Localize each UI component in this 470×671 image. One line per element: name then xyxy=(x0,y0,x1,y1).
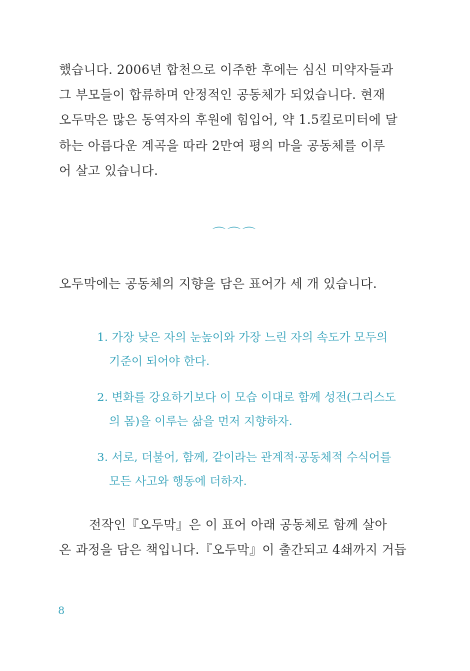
text-line: 온 과정을 담은 책입니다.『오두막』이 출간되고 4쇄까지 거듭 xyxy=(59,542,407,558)
motto-line: 기준이 되어야 한다. xyxy=(109,354,210,368)
text-line: 어 살고 있습니다. xyxy=(59,162,159,178)
section-divider-ornament: ⌒⌒⌒ xyxy=(212,227,258,242)
motto-line: 1. 가장 낮은 자의 눈높이와 가장 느린 자의 속도가 모두의 xyxy=(97,330,388,344)
text-line: 하는 아름다운 계곡을 따라 2만여 평의 마을 공동체를 이루 xyxy=(59,137,386,153)
motto-line: 2. 변화를 강요하기보다 이 모습 이대로 함께 성전(그리스도 xyxy=(97,390,396,404)
motto-item xyxy=(97,325,397,373)
motto-line: 의 몸)을 이루는 삶을 먼저 지향하자. xyxy=(109,414,293,428)
motto-line: 3. 서로, 더불어, 함께, 같이라는 관계적·공동체적 수식어를 xyxy=(97,450,392,464)
page-number: 8 xyxy=(58,605,65,617)
text-line: 오두막에는 공동체의 지향을 담은 표어가 세 개 있습니다. xyxy=(59,276,378,291)
motto-line: 모든 사고와 행동에 더하자. xyxy=(109,474,247,488)
paragraph-history xyxy=(59,57,399,183)
motto-item xyxy=(97,385,397,433)
text-line: 했습니다. 2006년 합천으로 이주한 후에는 심신 미약자들과 xyxy=(59,62,394,77)
text-line: 전작인『오두막』은 이 표어 아래 공동체로 함께 살아 xyxy=(89,517,388,532)
text-line: 오두막은 많은 동역자의 후원에 힘입어, 약 1.5킬로미터에 달 xyxy=(59,112,398,128)
text-line: 그 부모들이 합류하며 안정적인 공동체가 되었습니다. 현재 xyxy=(59,87,386,103)
motto-item xyxy=(97,445,397,493)
paragraph-motto-intro xyxy=(59,271,399,296)
motto-list xyxy=(97,325,397,505)
paragraph-book-history xyxy=(59,512,407,562)
